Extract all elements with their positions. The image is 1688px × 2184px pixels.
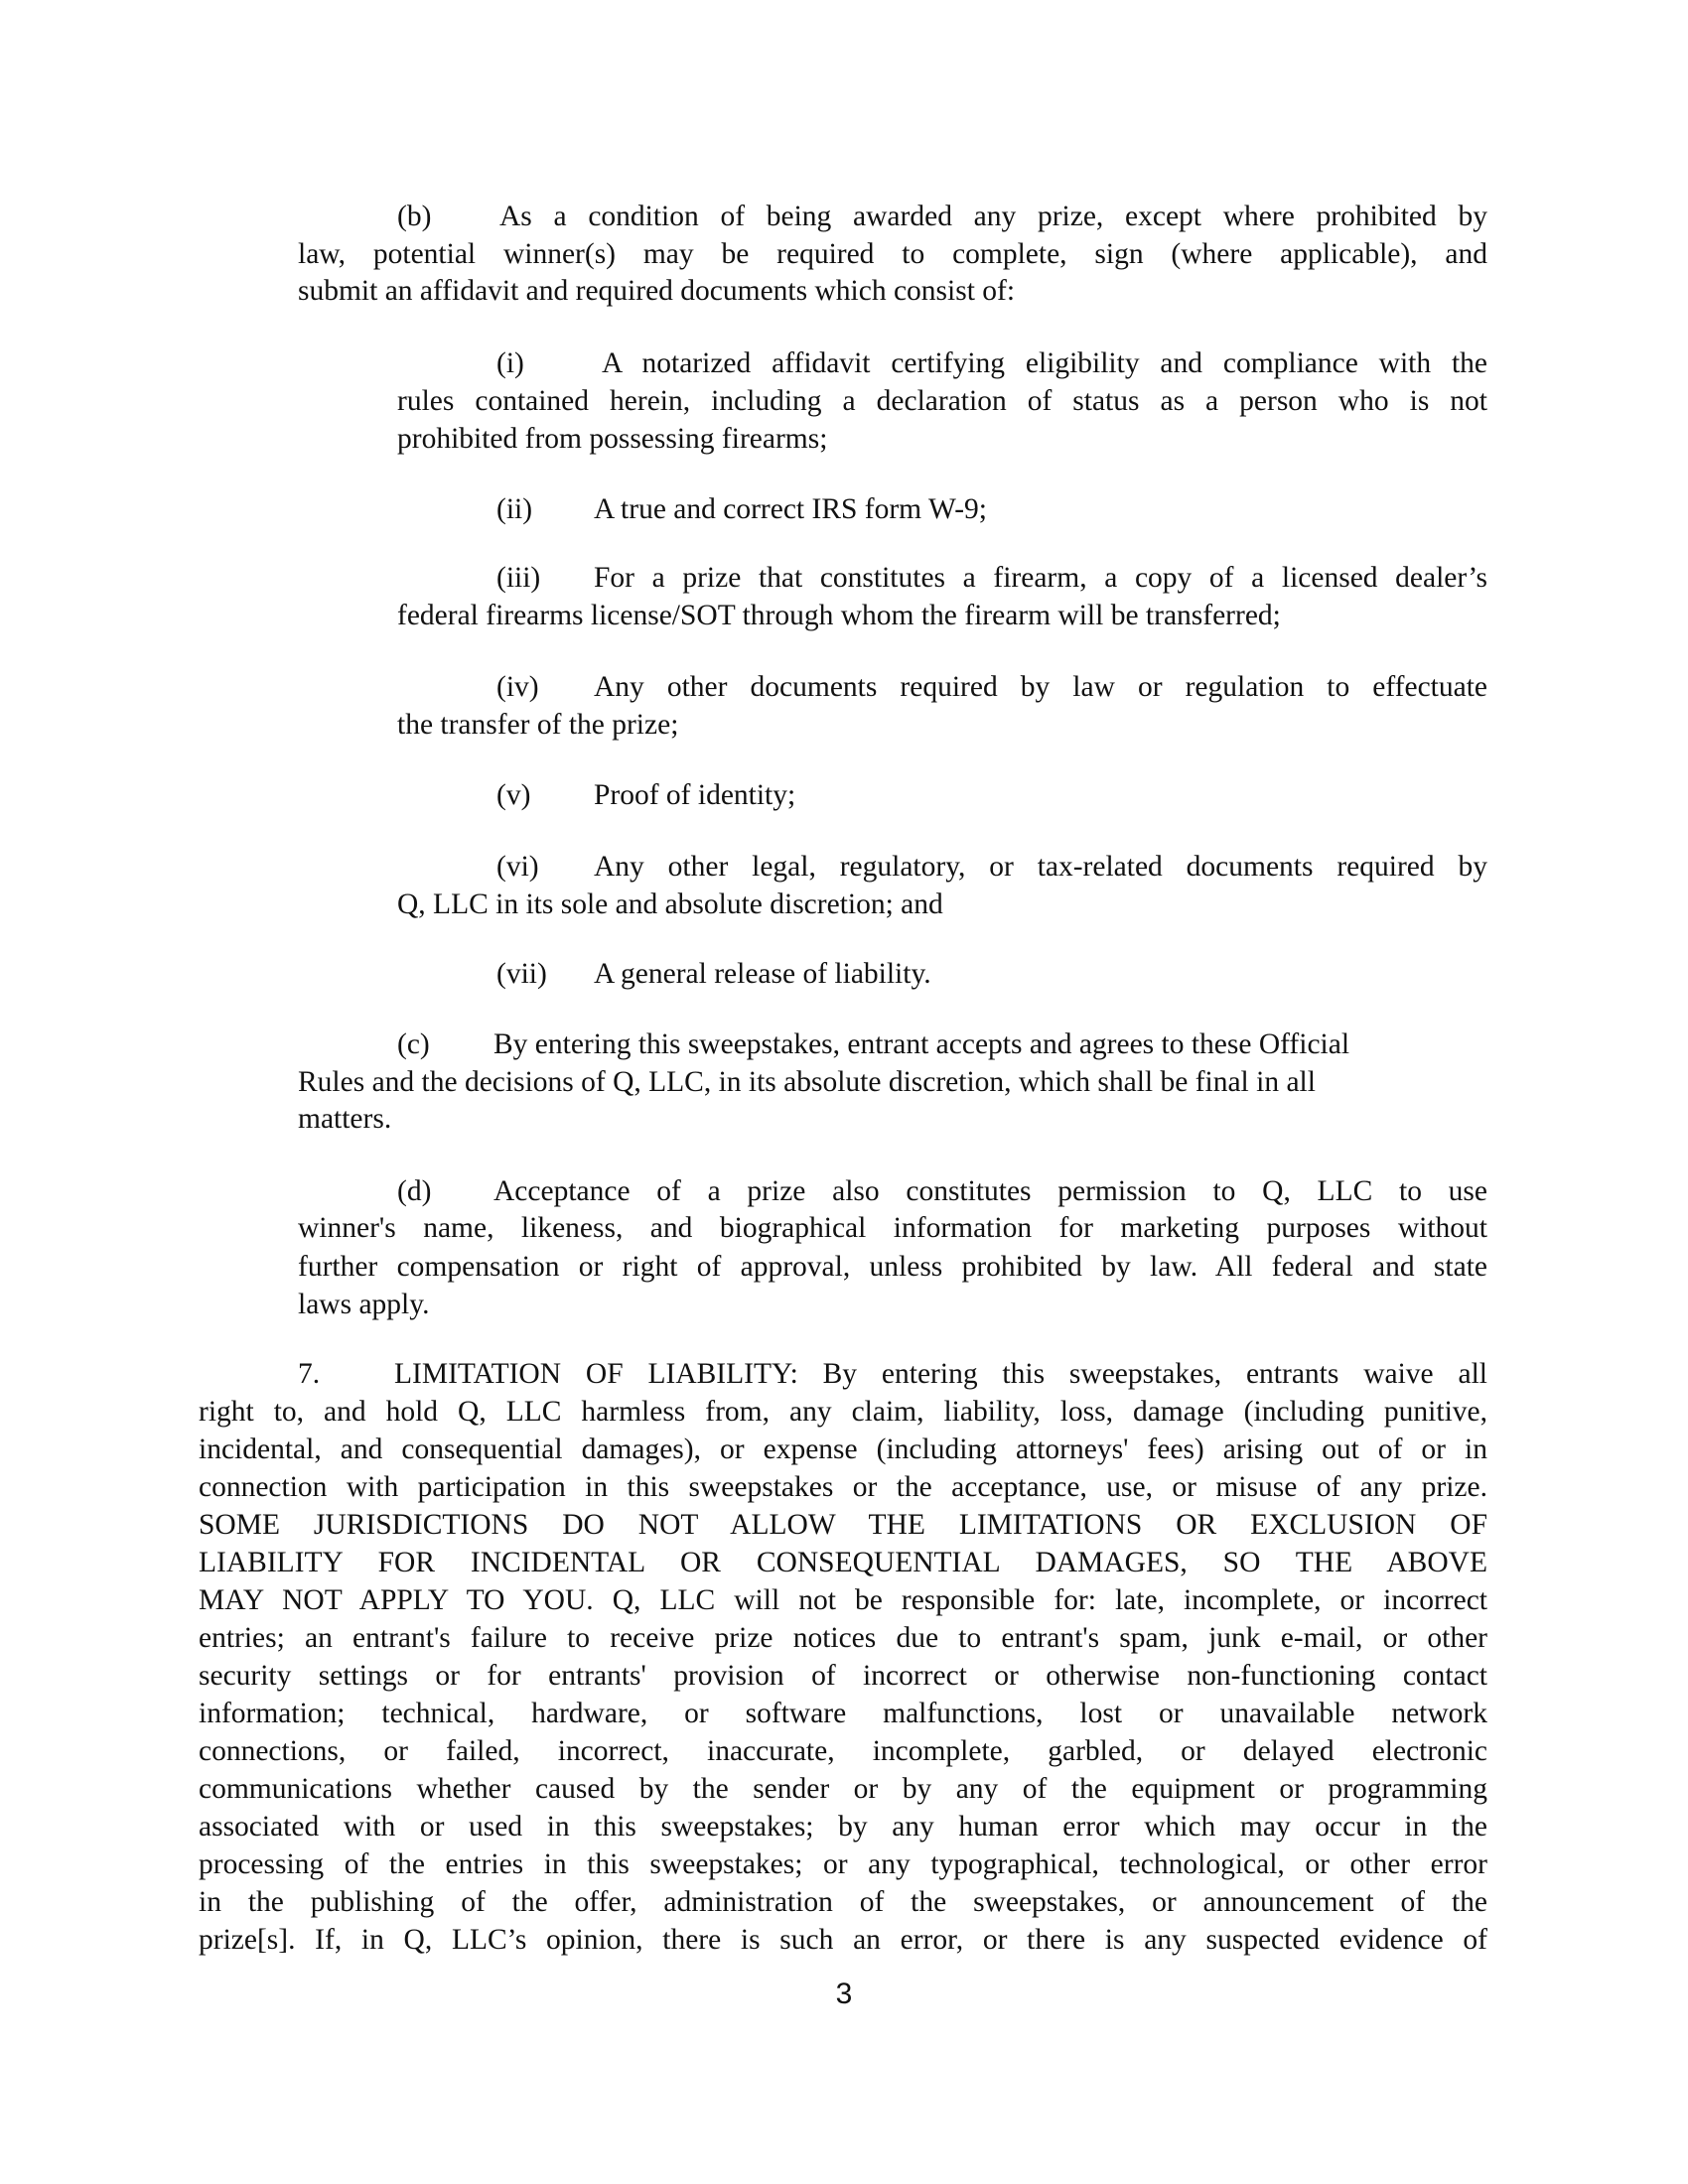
list-item-label: (i) xyxy=(496,347,524,379)
paragraph-label: (b) xyxy=(397,201,432,232)
section-line: incidental, and consequential damages), or expense (including attorneys' fees) arising out of or in xyxy=(199,1433,1487,1465)
section-line: connections, or failed, incorrect, inaccurate, incomplete, garbled, or delayed electronic xyxy=(199,1735,1487,1767)
section-line: security settings or for entrants' provision of incorrect or otherwise non-functioning contact xyxy=(199,1660,1487,1692)
list-item-label: (vi) xyxy=(496,851,539,883)
list-item-line: For a prize that constitutes a firearm, a copy of a licensed dealer’s xyxy=(594,562,1487,594)
paragraph-line: laws apply. xyxy=(298,1289,430,1320)
list-item-line: prohibited from possessing firearms; xyxy=(397,423,828,455)
section-line: SOME JURISDICTIONS DO NOT ALLOW THE LIMITATIONS OR EXCLUSION OF xyxy=(199,1509,1487,1541)
list-item-line: Proof of identity; xyxy=(594,779,796,811)
list-item-line: the transfer of the prize; xyxy=(397,709,679,741)
list-item-label: (iii) xyxy=(496,562,541,594)
paragraph-label: (d) xyxy=(397,1175,432,1207)
paragraph-line: By entering this sweepstakes, entrant accepts and agrees to these Official xyxy=(493,1028,1350,1060)
section-line: associated with or used in this sweepstakes; by any human error which may occur in the xyxy=(199,1811,1487,1843)
section-line: LIABILITY FOR INCIDENTAL OR CONSEQUENTIAL DAMAGES, SO THE ABOVE xyxy=(199,1547,1487,1578)
list-item-line: federal firearms license/SOT through whom the firearm will be transferred; xyxy=(397,600,1281,631)
section-line: in the publishing of the offer, administration of the sweepstakes, or announcement of the xyxy=(199,1886,1487,1918)
section-line: entries; an entrant's failure to receive prize notices due to entrant's spam, junk e-mail, or other xyxy=(199,1622,1487,1654)
section-line: processing of the entries in this sweepstakes; or any typographical, technological, or other error xyxy=(199,1848,1487,1880)
list-item-label: (iv) xyxy=(496,671,539,703)
section-line: right to, and hold Q, LLC harmless from, any claim, liability, loss, damage (including punitive, xyxy=(199,1396,1487,1428)
paragraph-label: (c) xyxy=(397,1028,430,1060)
section-number: 7. xyxy=(298,1358,321,1390)
page-number: 3 xyxy=(835,1978,853,2010)
section-line: LIMITATION OF LIABILITY: By entering this sweepstakes, entrants waive all xyxy=(394,1358,1487,1390)
paragraph-line: law, potential winner(s) may be required to complete, sign (where applicable), and xyxy=(298,238,1487,270)
paragraph-line: submit an affidavit and required documents which consist of: xyxy=(298,275,1016,307)
section-line: MAY NOT APPLY TO YOU. Q, LLC will not be responsible for: late, incomplete, or incorrect xyxy=(199,1584,1487,1616)
paragraph-line: As a condition of being awarded any prize, except where prohibited by xyxy=(499,201,1487,232)
section-line: prize[s]. If, in Q, LLC’s opinion, there is such an error, or there is any suspected evidence of xyxy=(199,1924,1487,1956)
paragraph-line: Acceptance of a prize also constitutes permission to Q, LLC to use xyxy=(493,1175,1487,1207)
list-item-line: Q, LLC in its sole and absolute discretion; and xyxy=(397,888,943,920)
list-item-label: (ii) xyxy=(496,493,533,525)
list-item-line: Any other legal, regulatory, or tax-related documents required by xyxy=(594,851,1487,883)
list-item-line: A notarized affidavit certifying eligibility and compliance with the xyxy=(602,347,1487,379)
paragraph-line: winner's name, likeness, and biographical information for marketing purposes without xyxy=(298,1212,1487,1244)
list-item-line: A general release of liability. xyxy=(594,958,931,990)
section-line: communications whether caused by the sender or by any of the equipment or programming xyxy=(199,1773,1487,1805)
paragraph-line: matters. xyxy=(298,1103,392,1135)
paragraph-line: Rules and the decisions of Q, LLC, in its absolute discretion, which shall be final in all xyxy=(298,1066,1316,1098)
paragraph-line: further compensation or right of approval, unless prohibited by law. All federal and state xyxy=(298,1251,1487,1283)
list-item-line: A true and correct IRS form W-9; xyxy=(594,493,987,525)
list-item-label: (vii) xyxy=(496,958,547,990)
list-item-line: Any other documents required by law or regulation to effectuate xyxy=(594,671,1487,703)
list-item-line: rules contained herein, including a declaration of status as a person who is not xyxy=(397,385,1487,417)
section-line: information; technical, hardware, or software malfunctions, lost or unavailable network xyxy=(199,1698,1487,1729)
section-line: connection with participation in this sweepstakes or the acceptance, use, or misuse of any prize. xyxy=(199,1471,1487,1503)
list-item-label: (v) xyxy=(496,779,531,811)
